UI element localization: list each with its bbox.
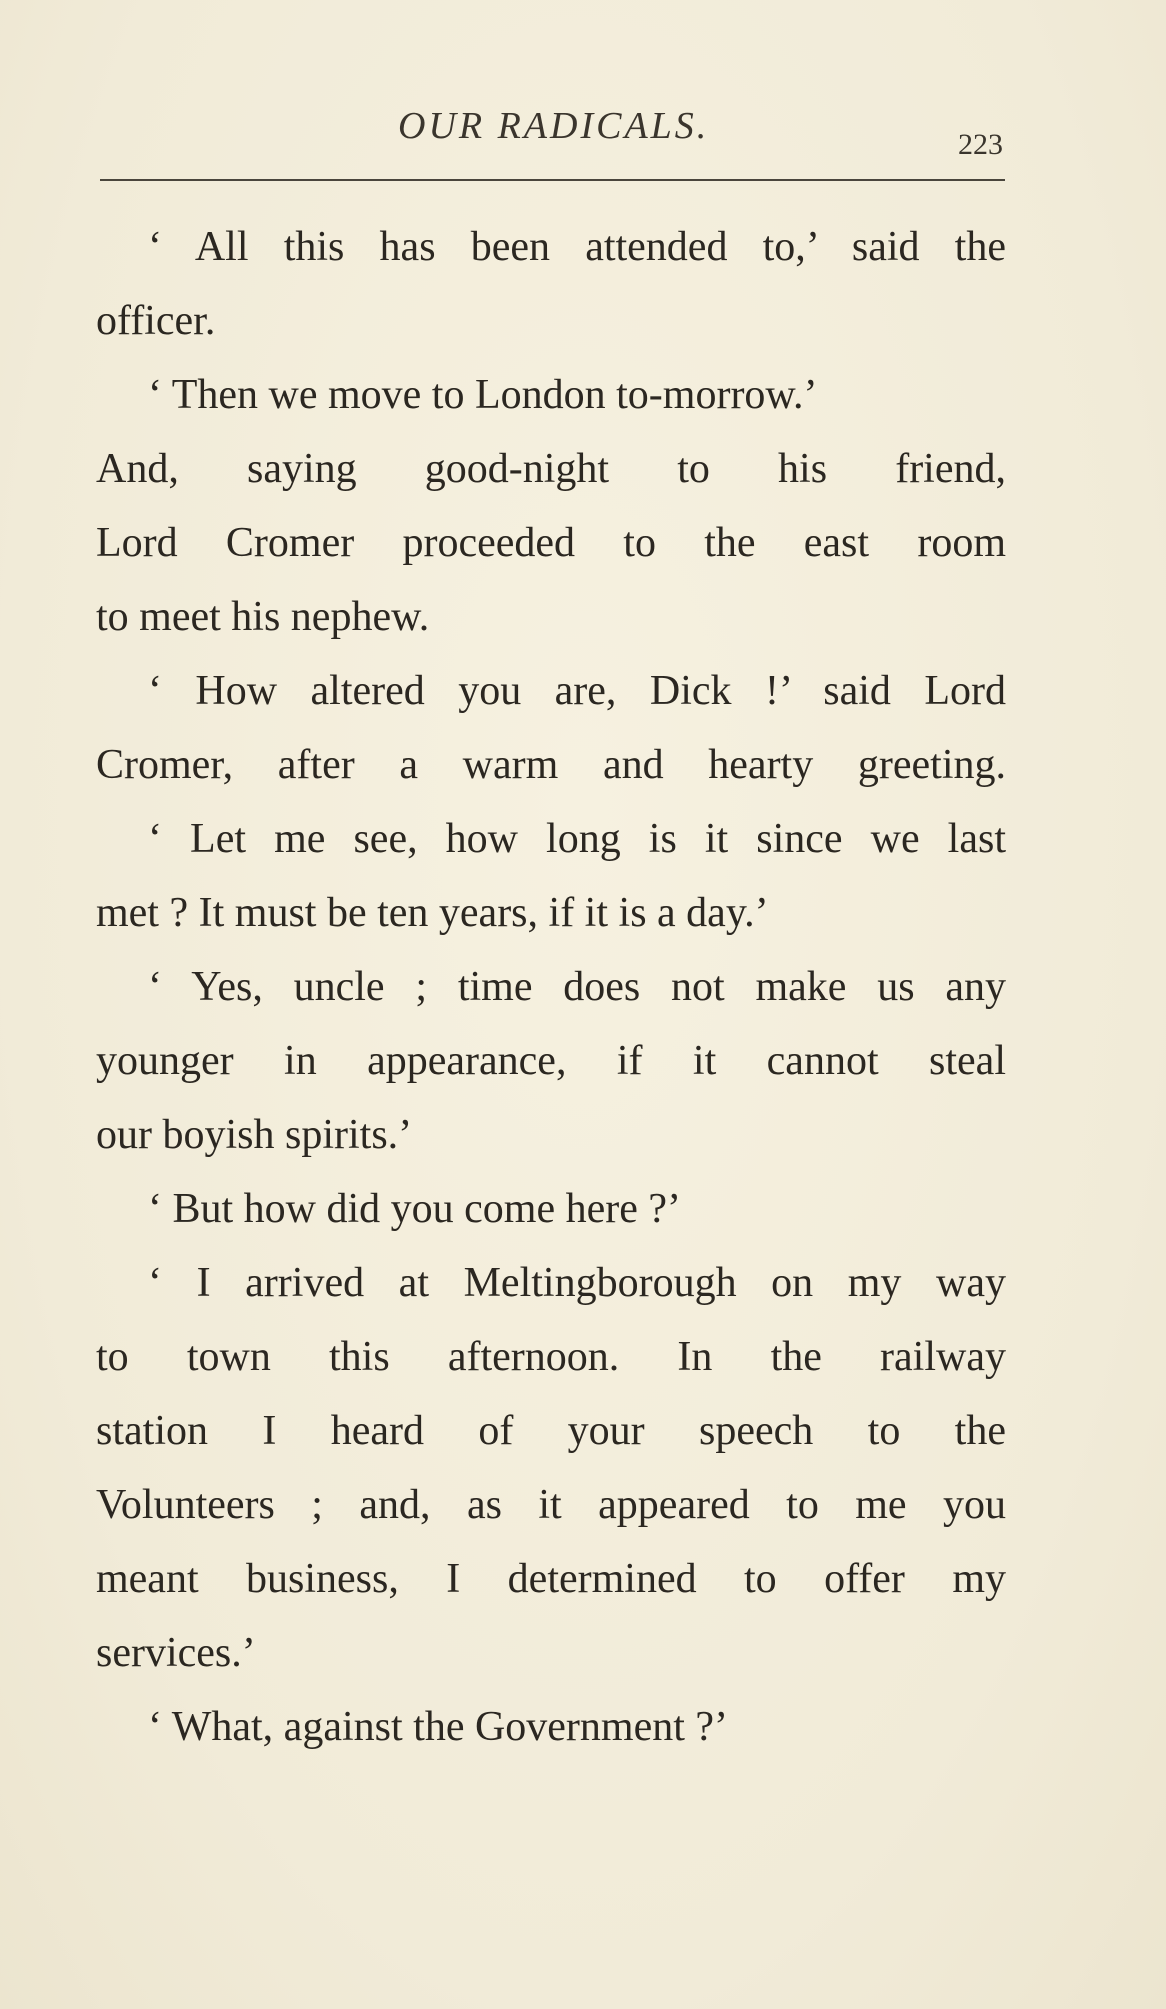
text-line: ‘ Then we move to London to-morrow.’	[148, 372, 818, 418]
text-line: officer.	[96, 298, 216, 344]
text-line: our boyish spirits.’	[96, 1112, 413, 1158]
text-line: ‘ What, against the Government ?’	[148, 1704, 729, 1750]
text-line: meant business, I determined to offer my	[96, 1556, 1006, 1602]
text-line: station I heard of your speech to the	[96, 1408, 1006, 1454]
text-line: ‘ All this has been attended to,’ said the	[148, 224, 1006, 270]
text-line: ‘ I arrived at Meltingborough on my way	[148, 1260, 1006, 1306]
running-head	[0, 104, 1166, 161]
text-line: ‘ Yes, uncle ; time does not make us any	[148, 964, 1006, 1010]
text-line: ‘ Let me see, how long is it since we last	[148, 816, 1006, 862]
text-line: And, saying good-night to his friend,	[96, 446, 1006, 492]
text-line: to meet his nephew.	[96, 594, 430, 640]
text-line: met ? It must be ten years, if it is a day.’	[96, 890, 769, 936]
text-line: services.’	[96, 1630, 256, 1676]
text-line: Cromer, after a warm and hearty greeting.	[96, 742, 1006, 788]
header-rule	[100, 179, 1005, 181]
text-line: younger in appearance, if it cannot steal	[96, 1038, 1006, 1084]
text-line: Lord Cromer proceeded to the east room	[96, 520, 1006, 566]
text-line: ‘ How altered you are, Dick !’ said Lord	[148, 668, 1006, 714]
text-line: to town this afternoon. In the railway	[96, 1334, 1006, 1380]
text-line: ‘ But how did you come here ?’	[148, 1186, 682, 1232]
text-line: Volunteers ; and, as it appeared to me you	[96, 1482, 1006, 1528]
body-text	[96, 210, 1006, 1764]
page-number: 223	[958, 128, 1003, 161]
running-title: OUR RADICALS.	[398, 105, 710, 147]
